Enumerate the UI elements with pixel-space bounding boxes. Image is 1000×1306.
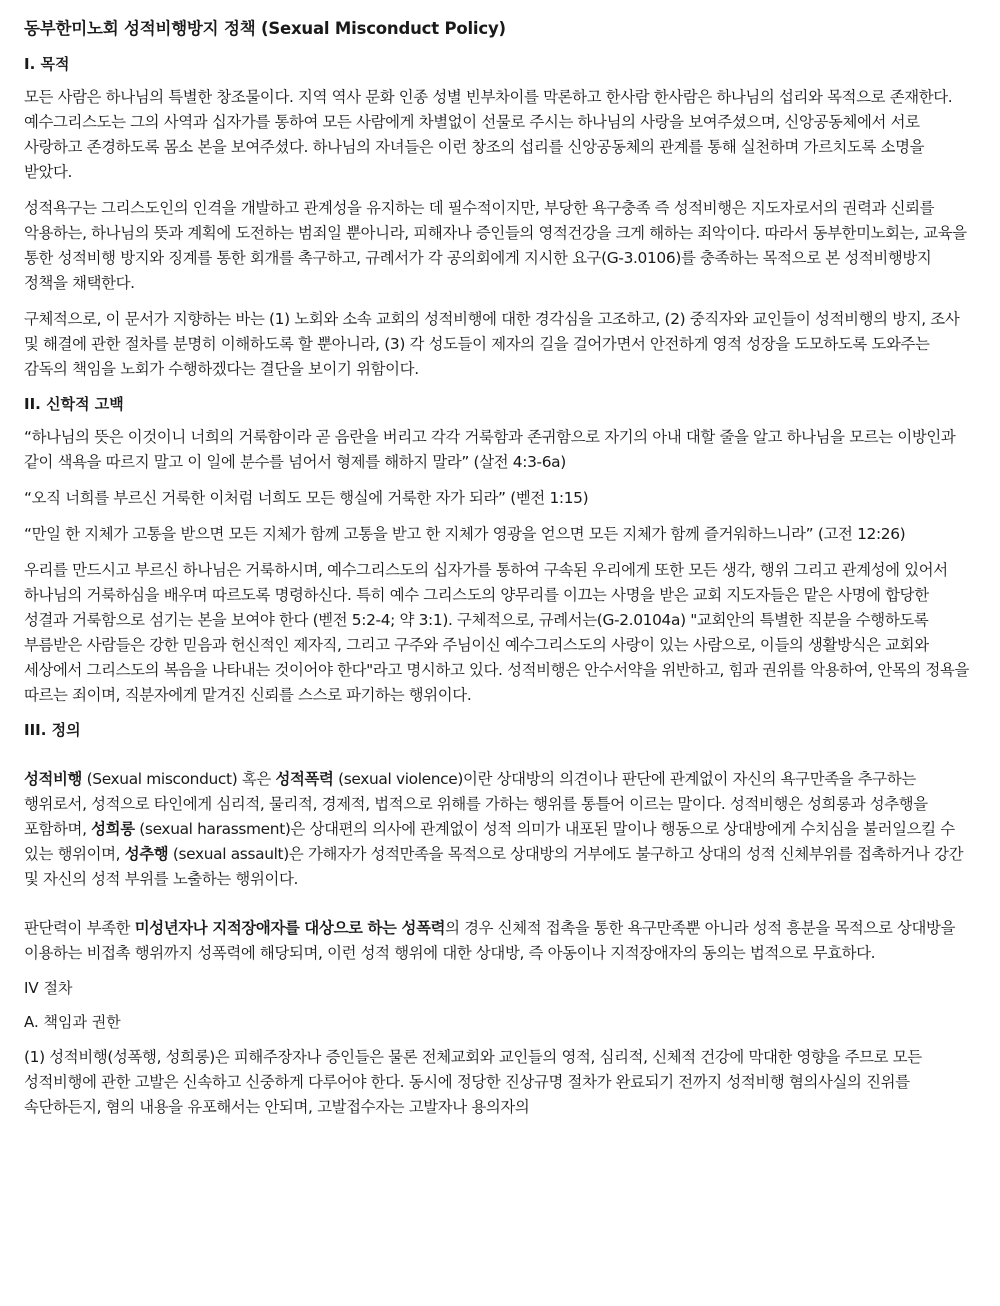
paragraph: (1) 성적비행(성폭행, 성희롱)은 피해주장자나 증인들은 물론 전체교회와 교인들의 영적, 심리적, 신체적 건강에 막대한 영향을 주므로 모든 성적비행에 관한 고발은 신속하고 신중하게 다루어야 한다. 동시에 정당한 진상규명 절차가 완료되기 전까지 성적비행 혐의사실의 진위를 속단하든지, 혐의 내용을 유포해서는 안되며, 고발접수자는 고발자나 용의자의 <box>24 1048 922 1116</box>
defined-term: 성희롱 <box>91 820 135 838</box>
scripture-quote: “하나님의 뜻은 이것이니 너희의 거룩함이라 곧 음란을 버리고 각각 거룩함과 존귀함으로 자기의 아내 대할 줄을 알고 하나님을 모르는 이방인과 같이 색욕을 따르지 말고 이 일에 분수를 넘어서 형제를 해하지 말라” (살전 4:3-6a) <box>24 428 956 471</box>
document-page <box>24 18 976 1131</box>
text-run: (sexual violence)이란 상대방의 의견이나 판단에 관계없이 자신의 욕구만족을 추구하는 행위로서, 성적으로 타인에게 심리적, 물리적, 경제적, 법적으로 위해를 가하는 행위를 통틀어 이르는 말이다. 성적비행은 성희롱과 성추행을 포함하며, <box>24 770 928 838</box>
paragraph: 성적욕구는 그리스도인의 인격을 개발하고 관계성을 유지하는 데 필수적이지만, 부당한 욕구충족 즉 성적비행은 지도자로서의 권력과 신뢰를 악용하는, 하나님의 뜻과 계획에 도전하는 범죄일 뿐아니라, 피해자나 증인들의 영적건강을 크게 해하는 죄악이다. 따라서 동부한미노회는, 교육을 통한 성적비행 방지와 징계를 통한 회개를 촉구하고, 규례서가 각 공의회에게 지시한 요구(G-3.0106)를 충족하는 목적으로 본 성적비행방지 정책을 채택한다. <box>24 199 967 292</box>
paragraph: 모든 사람은 하나님의 특별한 창조물이다. 지역 역사 문화 인종 성별 빈부차이를 막론하고 한사람 한사람은 하나님의 섭리와 목적으로 존재한다. 예수그리스도는 그의 사역과 십자가를 통하여 모든 사람에게 차별없이 선물로 주시는 하나님의 사랑을 보여주셨으며, 신앙공동체에서 서로 사랑하고 존경하도록 몸소 본을 보여주셨다. 하나님의 자녀들은 이런 창조의 섭리를 신앙공동체의 관계를 통해 실천하며 가르치도록 소명을 받았다. <box>24 88 953 181</box>
defined-term: 성추행 <box>124 845 169 863</box>
definition-paragraph <box>24 916 976 966</box>
text-run: 의 경우 신체적 접촉을 통한 욕구만족뿐 아니라 성적 흥분을 목적으로 상대방을 이용하는 비접촉 행위까지 성폭력에 해당되며, 이런 성적 행위에 대한 상대방, 즉 아동이나 지적장애자의 동의는 법적으로 무효하다. <box>24 919 956 962</box>
section-heading-procedure: IV 절차 <box>24 979 73 997</box>
section-heading-theology: II. 신학적 고백 <box>24 395 124 413</box>
defined-term: 성적폭력 <box>275 770 334 788</box>
text-run: 판단력이 부족한 <box>24 919 135 937</box>
defined-term: 미성년자나 지적장애자를 대상으로 하는 성폭력 <box>134 919 446 937</box>
text-run: (Sexual misconduct) 혹은 <box>82 770 276 788</box>
definition-paragraph <box>24 767 976 892</box>
document-title: 동부한미노회 성적비행방지 정책 (Sexual Misconduct Policy) <box>24 19 506 38</box>
subsection-heading-responsibility: A. 책임과 권한 <box>24 1013 121 1031</box>
paragraph: 구체적으로, 이 문서가 지향하는 바는 (1) 노회와 소속 교회의 성적비행에 대한 경각심을 고조하고, (2) 중직자와 교인들이 성적비행의 방지, 조사 및 해결에 관한 절차를 분명히 이해하도록 할 뿐아니라, (3) 각 성도들이 제자의 길을 걸어가면서 안전하게 영적 성장을 도모하도록 도와주는 감독의 책임을 노회가 수행하겠다는 결단을 보이기 위함이다. <box>24 310 960 378</box>
text-run: (sexual assault)은 가해자가 성적만족을 목적으로 상대방의 거부에도 불구하고 상대의 성적 신체부위를 접촉하거나 강간 및 자신의 성적 부위를 노출하는 행위이다. <box>24 845 964 888</box>
scripture-quote: “만일 한 지체가 고통을 받으면 모든 지체가 함께 고통을 받고 한 지체가 영광을 얻으면 모든 지체가 함께 즐거워하느니라” (고전 12:26) <box>24 525 906 543</box>
defined-term: 성적비행 <box>24 770 83 788</box>
paragraph: 우리를 만드시고 부르신 하나님은 거룩하시며, 예수그리스도의 십자가를 통하여 구속된 우리에게 또한 모든 생각, 행위 그리고 관계성에 있어서 하나님의 거룩하심을 배우며 따르도록 명령하신다. 특히 예수 그리스도의 양무리를 이끄는 사명을 받은 교회 지도자들은 맡은 사명에 합당한 성결과 거룩함으로 섬기는 본을 보여야 한다 (벧전 5:2-4; 약 3:1). 구체적으로, 규례서는(G-2.0104a) "교회안의 특별한 직분을 수행하도록 부름받은 사람들은 강한 믿음과 헌신적인 제자직, 그리고 구주와 주님이신 예수그리스도의 사랑이 있는 사람으로, 이들의 생활방식은 교회와 세상에서 그리스도의 복음을 나타내는 것이어야 한다"라고 명시하고 있다. 성적비행은 안수서약을 위반하고, 힘과 권위를 악용하여, 안목의 정욕을 따르는 죄이며, 직분자에게 맡겨진 신뢰를 스스로 파기하는 행위이다. <box>24 561 970 704</box>
scripture-quote: “오직 너희를 부르신 거룩한 이처럼 너희도 모든 행실에 거룩한 자가 되라” (벧전 1:15) <box>24 489 589 507</box>
section-heading-definition: III. 정의 <box>24 721 81 739</box>
section-heading-purpose: I. 목적 <box>24 55 70 73</box>
text-run: (sexual harassment)은 상대편의 의사에 관계없이 성적 의미가 내포된 말이나 행동으로 상대방에게 수치심을 불러일으킬 수 있는 행위이며, <box>24 820 955 863</box>
